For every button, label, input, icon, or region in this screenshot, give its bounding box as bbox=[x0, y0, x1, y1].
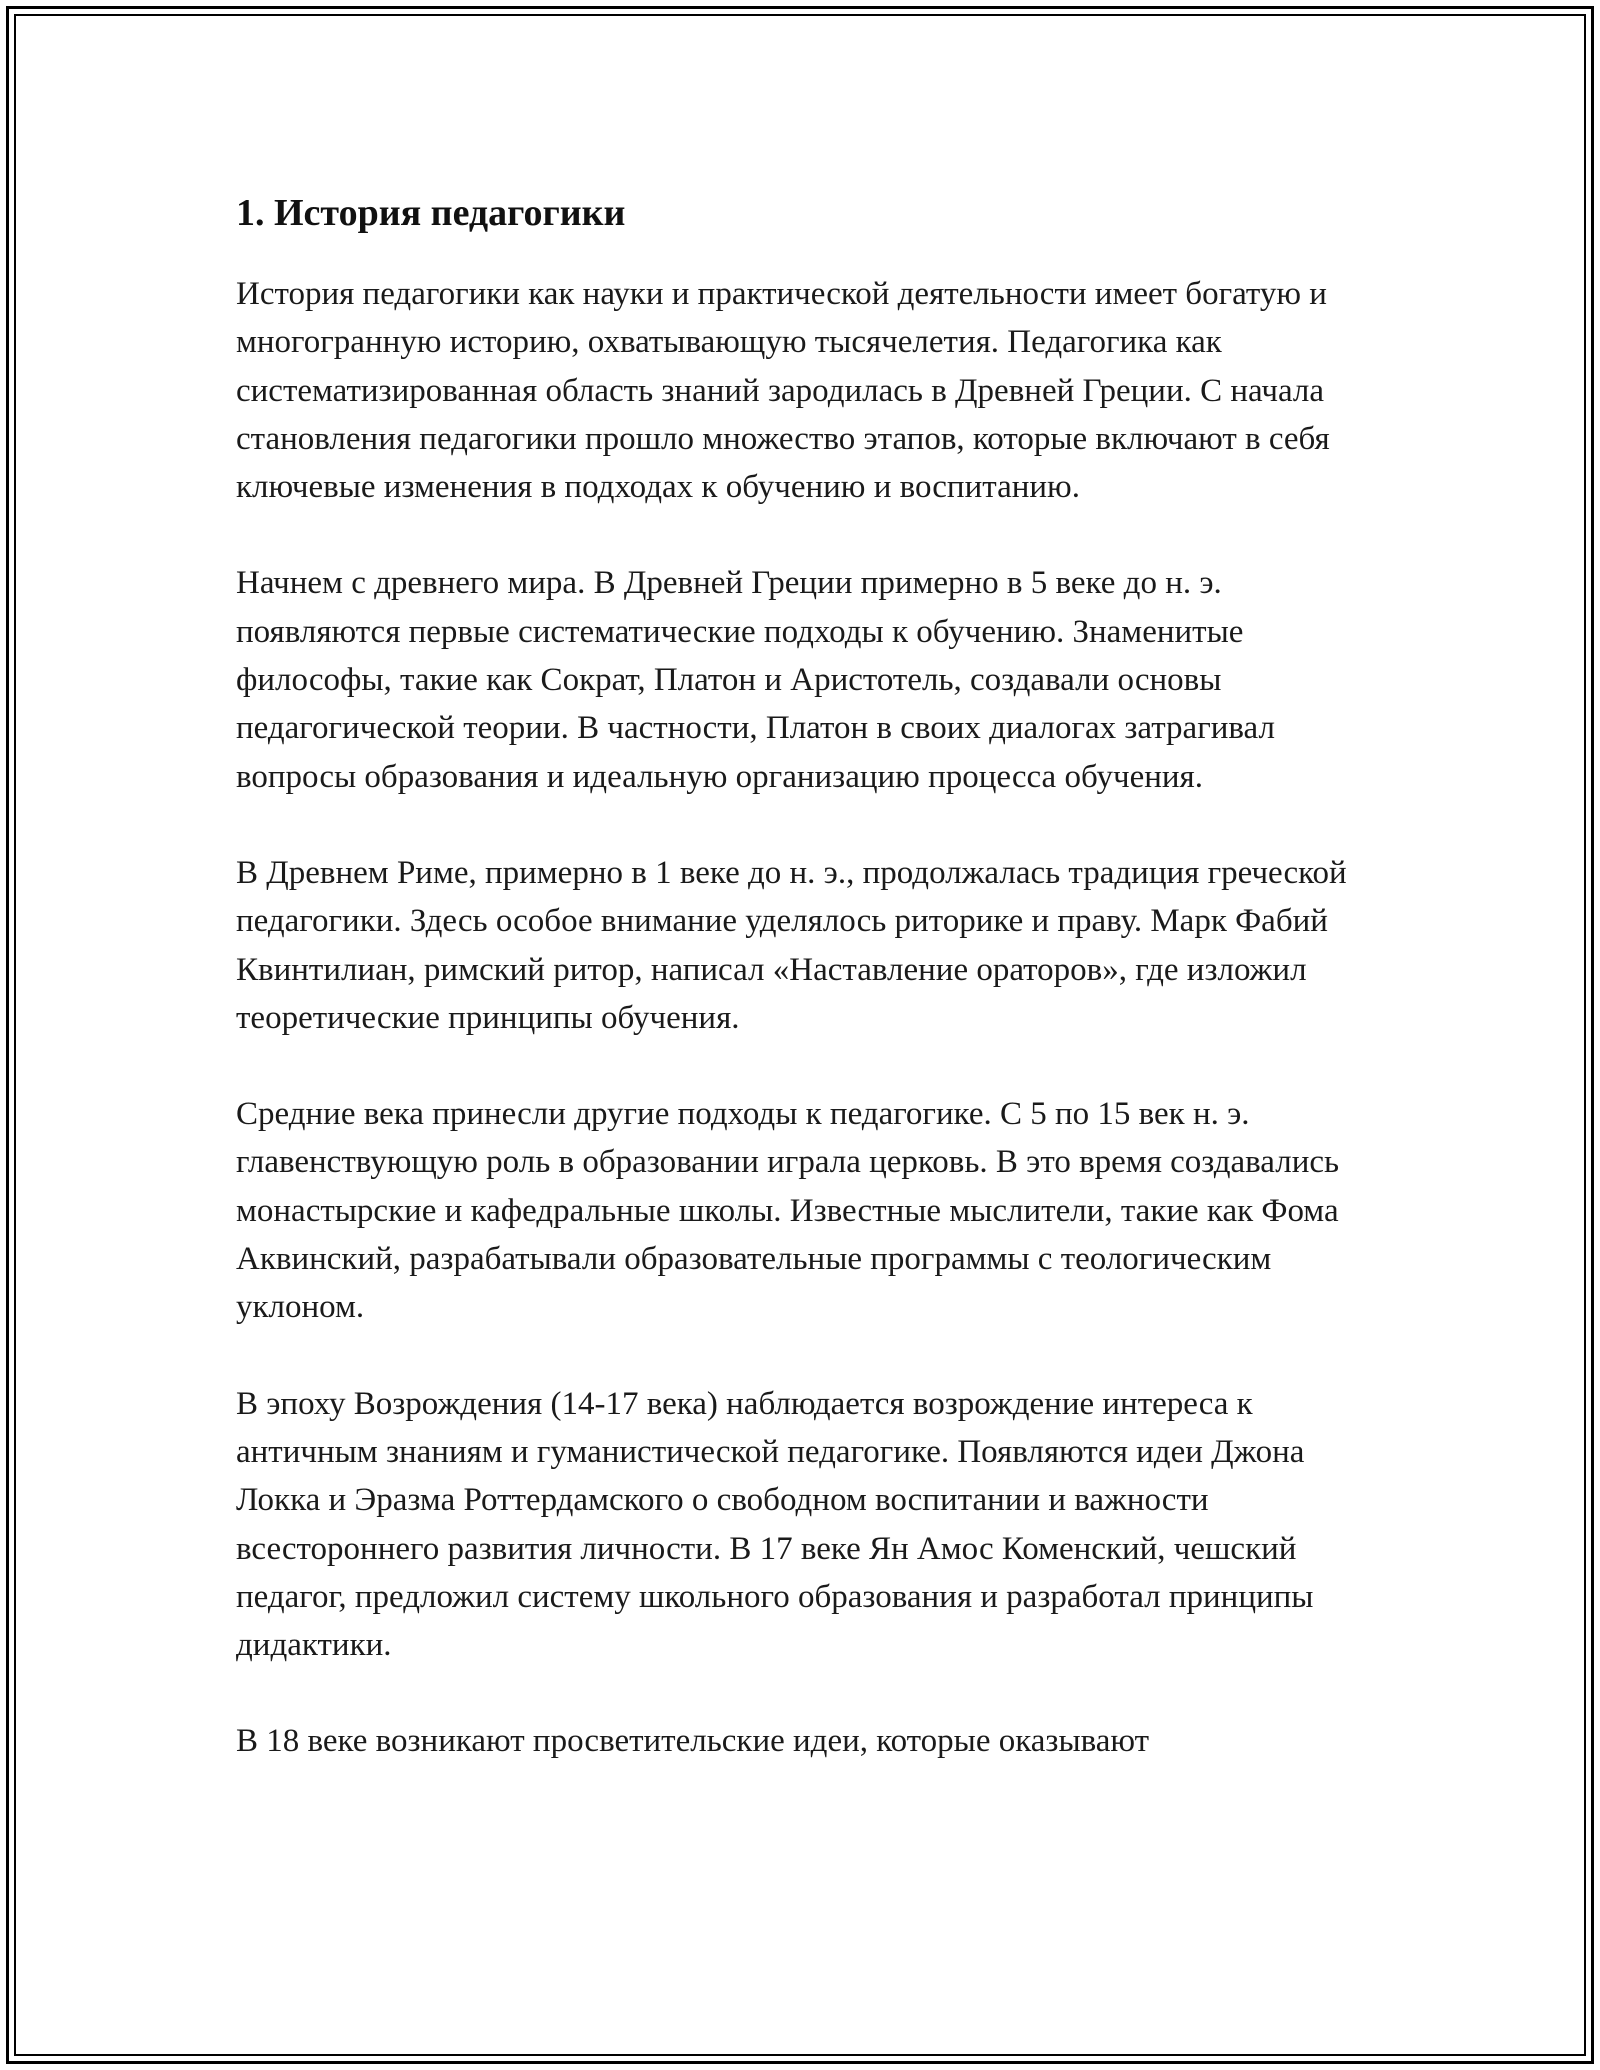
paragraph-6: В 18 веке возникают просветительские идеи, которые оказывают bbox=[236, 1723, 1150, 1760]
paragraph-4: Средние века принесли другие подходы к педагогике. С 5 по 15 век н. э. главенствующую роль в образовании играла церковь. В это время создавались монастырские и кафедральные школы. Известные мыслители, такие как Фома Аквинский, разрабатывали образовательные программы с теологическим уклоном. bbox=[236, 1096, 1340, 1326]
section-heading: 1. История педагогики bbox=[236, 192, 626, 234]
paragraph-2: Начнем с древнего мира. В Древней Греции примерно в 5 веке до н. э. появляются первые систематические подходы к обучению. Знаменитые философы, такие как Сократ, Платон и Аристотель, создавали основы педагогической теории. В частности, Платон в своих диалогах затрагивал вопросы образования и идеальную организацию процесса обучения. bbox=[236, 565, 1275, 795]
paragraph-3: В Древнем Риме, примерно в 1 веке до н. э., продолжалась традиция греческой педагогики. Здесь особое внимание уделялось риторике и праву. Марк Фабий Квинтилиан, римский ритор, написал «Наставление ораторов», где изложил теоретические принципы обучения. bbox=[236, 854, 1347, 1036]
paragraph-1: История педагогики как науки и практической деятельности имеет богатую и многогранную историю, охватывающую тысячелетия. Педагогика как систематизированная область знаний зародилась в Древней Греции. С начала становления педагогики прошло множество этапов, которые включают в себя ключевые изменения в подходах к обучению и воспитанию. bbox=[236, 276, 1330, 506]
document-body bbox=[236, 184, 1376, 1814]
paragraph-5: В эпоху Возрождения (14-17 века) наблюдается возрождение интереса к античным знаниям и гуманистической педагогике. Появляются идеи Джона Локка и Эразма Роттердамского о свободном воспитании и важности всестороннего развития личности. В 17 веке Ян Амос Коменский, чешский педагог, предложил систему школьного образования и разработал принципы дидактики. bbox=[236, 1385, 1314, 1664]
